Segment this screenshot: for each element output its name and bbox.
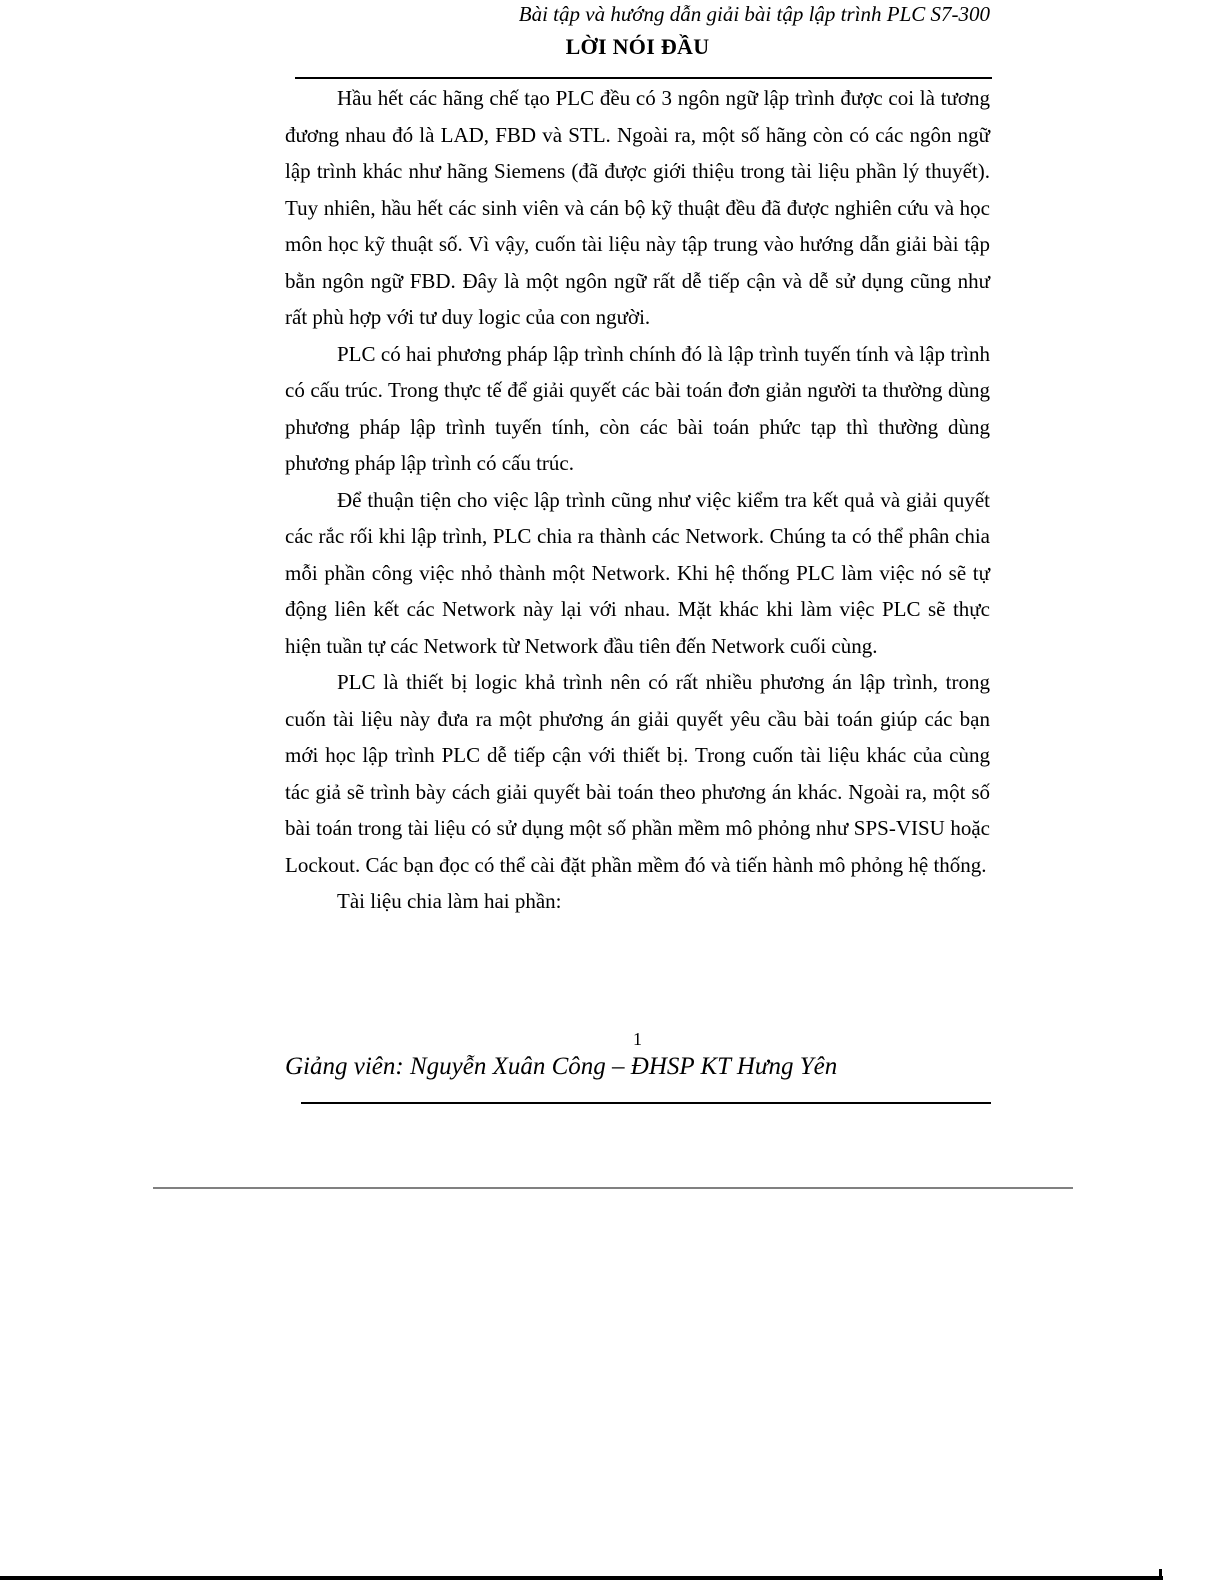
page-title: LỜI NÓI ĐẦU: [565, 34, 710, 59]
page-break-divider: [153, 1187, 1073, 1189]
paragraph: Hầu hết các hãng chế tạo PLC đều có 3 ngôn ngữ lập trình được coi là tương đương nhau đó là LAD, FBD và STL. Ngoài ra, một số hãng còn có các ngôn ngữ lập trình khác như hãng Siemens (đã được giới thiệu trong tài liệu phần lý thuyết). Tuy nhiên, hầu hết các sinh viên và cán bộ kỹ thuật đều đã được nghiên cứu và học môn học kỹ thuật số. Vì vậy, cuốn tài liệu này tập trung vào hướng dẫn giải bài tập bằn ngôn ngữ FBD. Đây là một ngôn ngữ rất dễ tiếp cận và dễ sử dụng cũng như rất phù hợp với tư duy logic của con người.: [285, 86, 990, 329]
paragraph: PLC có hai phương pháp lập trình chính đó là lập trình tuyến tính và lập trình có cấu trúc. Trong thực tế để giải quyết các bài toán đơn giản người ta thường dùng phương pháp lập trình tuyến tính, còn các bài toán phức tạp thì thường dùng phương pháp lập trình có cấu trúc.: [285, 341, 990, 475]
footer-author: Giảng viên: Nguyễn Xuân Công – ĐHSP KT Hưng Yên: [285, 1053, 838, 1080]
bottom-edge-tick: [1159, 1569, 1162, 1580]
document-body: [285, 80, 990, 920]
header-divider: [295, 77, 992, 79]
paragraph: Tài liệu chia làm hai phần:: [337, 889, 562, 913]
paragraph: PLC là thiết bị logic khả trình nên có rất nhiều phương án lập trình, trong cuốn tài liệu này đưa ra một phương án giải quyết yêu cầu bài toán giúp các bạn mới học lập trình PLC dễ tiếp cận với thiết bị. Trong cuốn tài liệu khác của cùng tác giả sẽ trình bày cách giải quyết bài toán theo phương án khác. Ngoài ra, một số bài toán trong tài liệu có sử dụng một số phần mềm mô phỏng như SPS-VISU hoặc Lockout. Các bạn đọc có thể cài đặt phần mềm đó và tiến hành mô phỏng hệ thống.: [285, 670, 990, 877]
footer-divider: [301, 1102, 991, 1104]
running-header: Bài tập và hướng dẫn giải bài tập lập trình PLC S7-300: [518, 2, 990, 26]
page-number: 1: [633, 1029, 642, 1049]
paragraph: Để thuận tiện cho việc lập trình cũng như việc kiểm tra kết quả và giải quyết các rắc rối khi lập trình, PLC chia ra thành các Network. Chúng ta có thể phân chia mỗi phần công việc nhỏ thành một Network. Khi hệ thống PLC làm việc nó sẽ tự động liên kết các Network này lại với nhau. Mặt khác khi làm việc PLC sẽ thực hiện tuần tự các Network từ Network đầu tiên đến Network cuối cùng.: [285, 487, 990, 658]
bottom-edge-bar: [0, 1576, 1163, 1580]
